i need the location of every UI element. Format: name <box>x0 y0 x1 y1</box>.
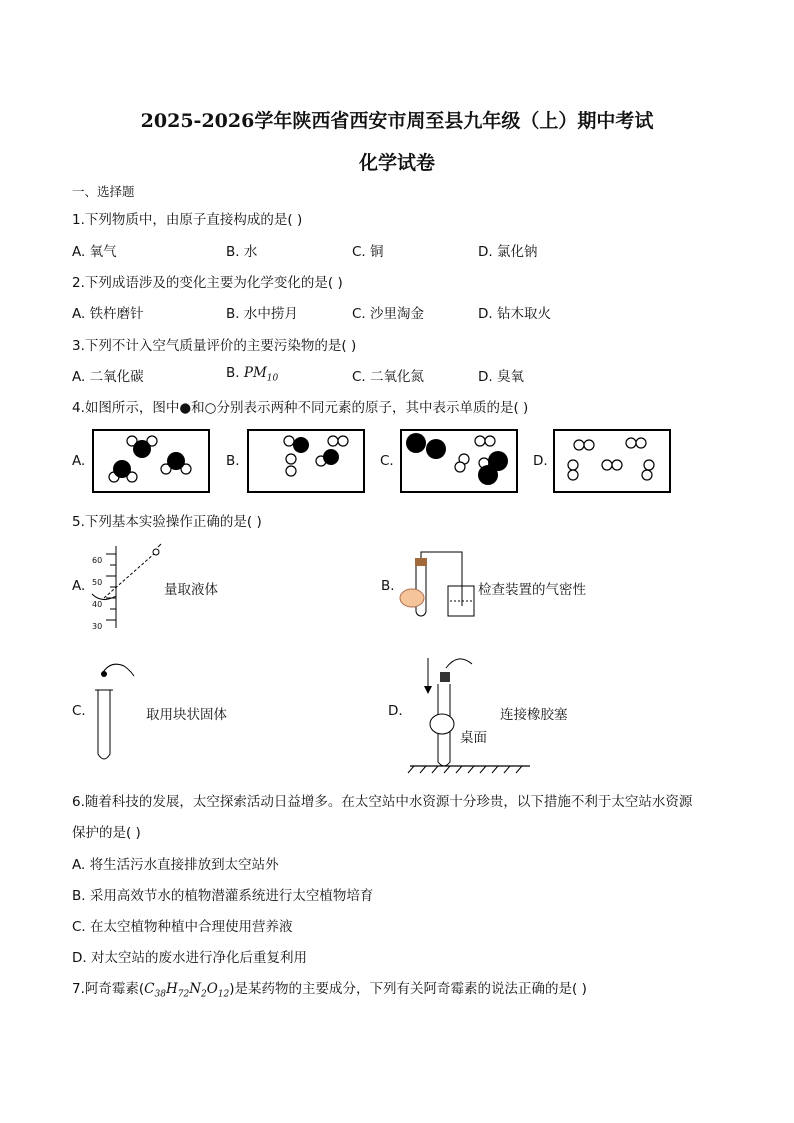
tick-50: 50 <box>92 578 103 587</box>
q6-stem-line2: 保护的是( ) <box>72 825 141 841</box>
graduated-cylinder-figure <box>88 540 168 630</box>
q3-stem: 3.下列不计入空气质量评价的主要污染物的是( ) <box>72 338 357 354</box>
q4-option-a: A. <box>72 453 86 469</box>
airtight-check-svg <box>396 546 476 618</box>
q2-option-d: D. 钻木取火 <box>478 306 551 322</box>
q5-option-b: B. <box>381 578 395 594</box>
q3-option-b: B. $PM_{10}$ <box>226 365 279 384</box>
q4-diagram-c <box>400 429 518 493</box>
q5-option-d: D. <box>388 703 403 719</box>
q5-option-a: A. <box>72 578 86 594</box>
q3-option-a: A. 二氧化碳 <box>72 369 144 385</box>
q5-caption-c: 取用块状固体 <box>146 707 227 723</box>
q5-caption-a: 量取液体 <box>164 582 218 598</box>
airtight-check-figure <box>396 546 476 618</box>
tick-60: 60 <box>92 556 103 565</box>
test-tube-svg <box>90 656 140 764</box>
molecule-diagram-b <box>249 431 363 491</box>
q4-option-b: B. <box>226 453 240 469</box>
q2-stem: 2.下列成语涉及的变化主要为化学变化的是( ) <box>72 275 343 291</box>
q1-option-c: C. 铜 <box>352 244 384 260</box>
q2-option-a: A. 铁杵磨针 <box>72 306 144 322</box>
q7-stem: 7.阿奇霉素$(C_{38}H_{72}N_2O_{12})$是某药物的主要成分，下列有关阿奇霉素的说法正确的是( ) <box>72 981 587 1000</box>
q3-option-d: D. 臭氧 <box>478 369 524 385</box>
q6-option-d: D. 对太空站的废水进行净化后重复利用 <box>72 950 307 966</box>
tick-30: 30 <box>92 622 103 631</box>
molecule-diagram-d <box>555 431 669 491</box>
tick-40: 40 <box>92 600 103 609</box>
q6-option-b: B. 采用高效节水的植物潜灌系统进行太空植物培育 <box>72 888 374 904</box>
molecule-diagram-a <box>94 431 208 491</box>
exam-subtitle: 化学试卷 <box>358 152 435 174</box>
q5-caption-b: 检查装置的气密性 <box>478 582 586 598</box>
q2-option-b: B. 水中捞月 <box>226 306 298 322</box>
q1-option-b: B. 水 <box>226 244 258 260</box>
q6-option-a: A. 将生活污水直接排放到太空站外 <box>72 857 279 873</box>
molecule-diagram-c <box>402 431 516 491</box>
desk-label: 桌面 <box>460 730 487 746</box>
test-tube-figure <box>90 656 140 764</box>
q1-option-a: A. 氧气 <box>72 244 117 260</box>
section-heading: 一、选择题 <box>72 184 135 199</box>
cylinder-scale <box>92 550 102 638</box>
q6-stem-line1: 6.随着科技的发展，太空探索活动日益增多。在太空站中水资源十分珍贵，以下措施不利于太空站水资源 <box>72 794 693 810</box>
q5-stem: 5.下列基本实验操作正确的是( ) <box>72 514 262 530</box>
q3-option-c: C. 二氧化氮 <box>352 369 425 385</box>
q4-diagram-d <box>553 429 671 493</box>
q1-option-d: D. 氯化钠 <box>478 244 538 260</box>
q1-stem: 1.下列物质中，由原子直接构成的是( ) <box>72 212 303 228</box>
q5-option-c: C. <box>72 703 86 719</box>
q5-caption-d: 连接橡胶塞 <box>500 707 568 723</box>
q6-option-c: C. 在太空植物种植中合理使用营养液 <box>72 919 293 935</box>
exam-title: 2025-2026学年陕西省西安市周至县九年级（上）期中考试 <box>140 110 654 132</box>
q2-option-c: C. 沙里淘金 <box>352 306 425 322</box>
q4-diagram-a <box>92 429 210 493</box>
q4-stem: 4.如图所示，图中●和○分别表示两种不同元素的原子，其中表示单质的是( ) <box>72 400 529 416</box>
q4-diagram-b <box>247 429 365 493</box>
q4-option-c: C. <box>380 453 394 469</box>
q4-option-d: D. <box>533 453 548 469</box>
